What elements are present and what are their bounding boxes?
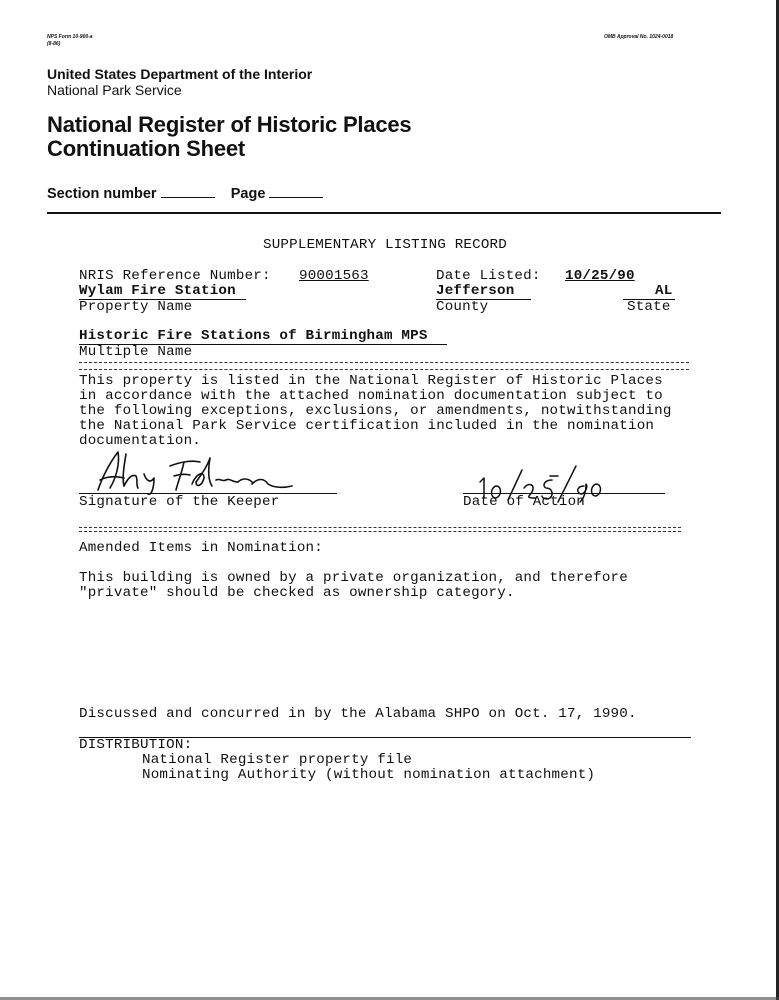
form-date: (8-86)	[47, 41, 61, 47]
department-name: United States Department of the Interior	[47, 66, 313, 82]
section-number-field	[47, 186, 323, 202]
statement-line: the National Park Service certification included in the nomination	[79, 418, 655, 434]
record-heading: SUPPLEMENTARY LISTING RECORD	[263, 237, 507, 253]
statement-line: in accordance with the attached nomination documentation subject to	[79, 388, 663, 404]
dashed-separator-1	[79, 362, 689, 363]
date-listed-label: Date Listed:	[436, 268, 541, 284]
statement-line: documentation.	[79, 433, 201, 449]
section-number-label: Section number	[47, 186, 157, 202]
page-blank	[269, 197, 323, 198]
page-label: Page	[230, 186, 266, 202]
page-subtitle: Continuation Sheet	[47, 136, 246, 161]
nris-label: NRIS Reference Number:	[79, 268, 271, 284]
distribution-label: DISTRIBUTION:	[79, 737, 193, 753]
distribution-item: National Register property file	[142, 752, 413, 768]
keeper-signature	[92, 444, 302, 496]
statement-line: the following exceptions, exclusions, or amendments, notwithstanding	[79, 403, 672, 419]
form-number: NPS Form 10-900-a	[47, 34, 93, 40]
date-listed-value: 10/25/90	[565, 268, 635, 284]
state-label: State	[627, 299, 671, 315]
page-title: National Register of Historic Places	[47, 112, 412, 137]
header-rule	[47, 212, 721, 214]
discussed-note: Discussed and concurred in by the Alabama SHPO on Oct. 17, 1990.	[79, 706, 637, 722]
state-value: AL	[655, 283, 673, 299]
date-of-action-label: Date of Action	[463, 494, 585, 510]
statement-line: This property is listed in the National Register of Historic Places	[79, 373, 663, 389]
amended-heading: Amended Items in Nomination:	[79, 540, 323, 556]
multiple-name-value: Historic Fire Stations of Birmingham MPS	[79, 328, 428, 344]
amended-item-line: This building is owned by a private organization, and therefore	[79, 570, 628, 586]
dashed-separator-2	[79, 369, 689, 370]
property-name-value: Wylam Fire Station	[79, 283, 236, 299]
county-label: County	[436, 299, 489, 315]
double-dashed-separator	[79, 527, 681, 532]
multiple-name-label: Multiple Name	[79, 344, 193, 360]
section-number-blank	[161, 197, 215, 198]
agency-name: National Park Service	[47, 82, 182, 98]
signature-label: Signature of the Keeper	[79, 494, 280, 510]
nris-value: 90001563	[299, 268, 369, 284]
property-name-label: Property Name	[79, 299, 193, 315]
omb-approval: OMB Approval No. 1024-0018	[604, 34, 674, 40]
county-value: Jefferson	[436, 283, 515, 299]
amended-item-line: "private" should be checked as ownership category.	[79, 585, 515, 601]
distribution-item: Nominating Authority (without nomination attachment)	[142, 767, 596, 783]
